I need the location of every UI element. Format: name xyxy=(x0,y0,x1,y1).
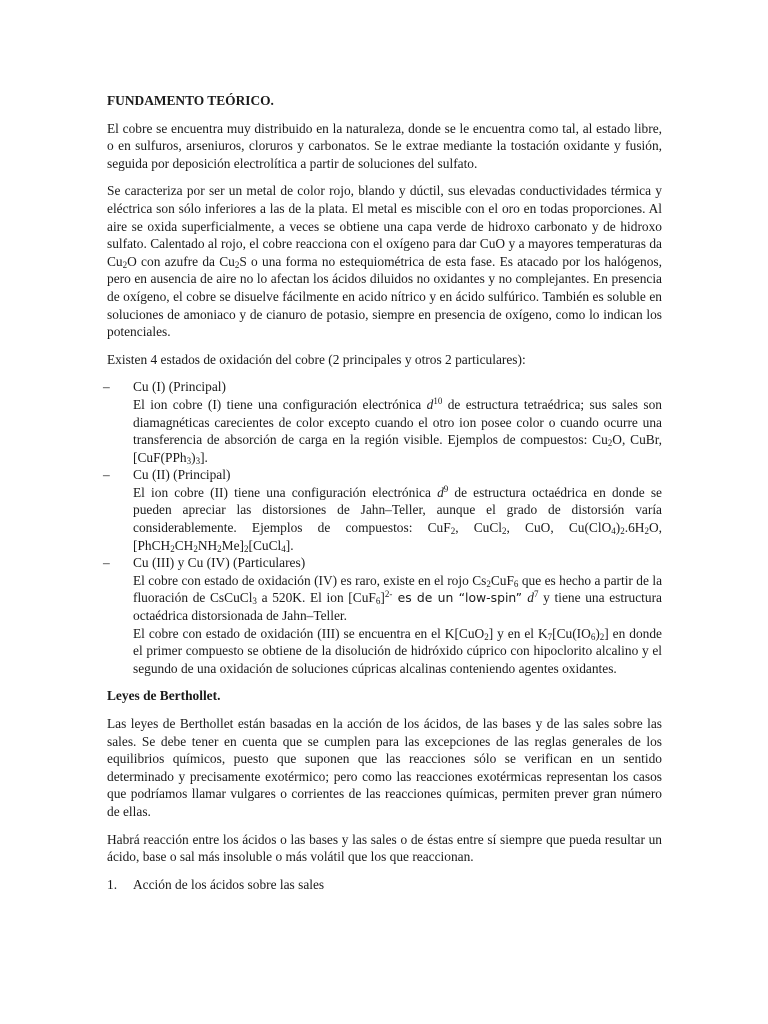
bullet-dash: – xyxy=(103,555,110,571)
paragraph-intro: El cobre se encuentra muy distribuido en la naturaleza, donde se le encuentra como tal, al estado libre, o en sulfuros, arseniuros, cloruros y carbonatos. Se le extrae mediante la tostación oxidante y fusión, seguida por deposición electrolítica a partir de soluciones del sulfato. xyxy=(107,120,662,171)
numbered-item-1 xyxy=(107,876,662,894)
list-item-body-cu3: El cobre con estado de oxidación (III) se encuentra en el K[CuO$_2$] y en el $K_7[Cu(IO_6)_2]$ en donde el primer compuesto se obtiene de la disolución de hidróxido cúprico con hipoclorito alcalino y el segundo de una oxidación de soluciones cúpricas alcalinas conteniendo agentes oxidantes. xyxy=(133,625,662,676)
list-item-cu2 xyxy=(103,466,662,554)
list-item-body: El ion cobre (II) tiene una configuración electrónica $d^9$ de estructura octaédrica en donde se pueden apreciar las distorsiones de Jahn–Teller, aunque el grado de distorsión varía considerablemente. Ejemplos de compuestos: CuF$_2$, CuCl$_2$, CuO, $Cu(ClO_4)_2.6H_2O$, $[PhCH_2CH_2NH_2Me]_2[CuCl_4]$. xyxy=(133,483,662,554)
list-item-body: El ion cobre (I) tiene una configuración electrónica $d^{10}$ de estructura tetraédrica; sus sales son diamagnéticas carecientes de color excepto cuando el otro ion posee color o cuando ocurre una transferencia de absorción de carga en la región visible. Ejemplos de compuestos: $Cu_2O$, CuBr, $[CuF(PPh_3)_3]$. xyxy=(133,395,662,466)
list-item-body-cu4: El cobre con estado de oxidación (IV) es raro, existe en el rojo $Cs_2CuF_6$ que es hecho a partir de la fluoración de CsCuCl$_3$ a 520K. El ion $[CuF_6]^{2-}$ es de un “low-spin” $d^7$ y tiene una estructura octaédrica distorsionada de Jahn–Teller. xyxy=(133,572,663,624)
list-item-cu1 xyxy=(103,378,662,466)
bullet-dash: – xyxy=(103,379,110,395)
list-item-cu3-cu4 xyxy=(103,554,663,677)
document-page xyxy=(103,92,663,893)
paragraph-berthollet: Las leyes de Berthollet están basadas en la acción de los ácidos, de las bases y de las sales sobre las sales. Se debe tener en cuenta que se cumplen para las excepciones de las reglas generales de los equilibrios químicos, puesto que suponen que las reacciones sólo se verifican en un sentido determinado y precisamente exotérmico; pero como las reacciones exotérmicas representan los casos que podríamos llamar vulgares o corrientes de las reacciones químicas, permiten prever gran número de ellas. xyxy=(107,716,662,819)
list-item-heading: Cu (III) y Cu (IV) (Particulares) xyxy=(133,555,306,571)
paragraph-oxidation-states: Existen 4 estados de oxidación del cobre (2 principales y otros 2 particulares): xyxy=(107,351,526,367)
paragraph-properties: Se caracteriza por ser un metal de color rojo, blando y dúctil, sus elevadas conductividades térmica y eléctrica son sólo inferiores a las de la plata. El metal es miscible con el oro en todas proporciones. Al aire se oxida superficialmente, a veces se obtiene una capa verde de hidroxo carbonato y de hidroxo sulfato. Calentado al rojo, el cobre reacciona con el oxígeno para dar CuO y a mayores temperaturas da $Cu_2O$ con azufre da $Cu_2S$ o una forma no estequiométrica de esta fase. Es atacado por los halógenos, pero en ausencia de aire no lo afectan los ácidos diluidos no oxidantes y no complejantes. En presencia de oxígeno, el cobre se disuelve fácilmente en acido nítrico y en ácido sulfúrico. También es soluble en soluciones de amoniaco y de cianuro de potasio, siempre en presencia de oxígeno, como lo indican los potenciales. xyxy=(107,183,662,340)
list-item-heading: Cu (I) (Principal) xyxy=(133,379,226,395)
bullet-dash: – xyxy=(103,467,110,483)
section-title-berthollet: Leyes de Berthollet. xyxy=(107,688,221,704)
item-text: Acción de los ácidos sobre las sales xyxy=(133,876,325,892)
item-number: 1. xyxy=(107,876,118,892)
list-item-heading: Cu (II) (Principal) xyxy=(133,467,231,483)
section-title: FUNDAMENTO TEÓRICO. xyxy=(107,93,274,108)
paragraph-reaction-rule: Habrá reacción entre los ácidos o las bases y las sales o de éstas entre sí siempre que pueda resultar un ácido, base o sal más insoluble o más volátil que los que reaccionan. xyxy=(107,831,662,865)
